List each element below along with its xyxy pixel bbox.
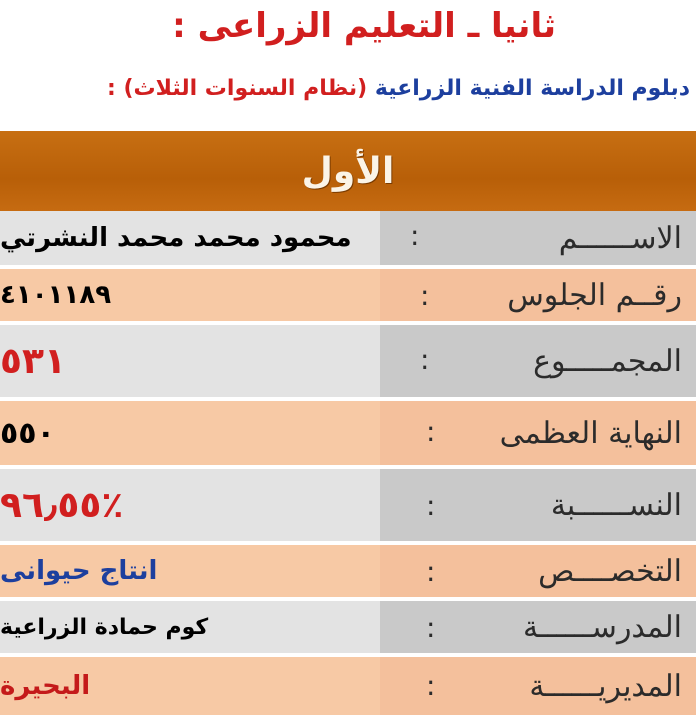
percentage-label-text: النســــــبة <box>550 487 682 523</box>
directorate-colon: : <box>426 669 436 702</box>
section-subtitle <box>107 76 690 101</box>
name-colon: : <box>410 219 420 252</box>
total-value: ٥٣١ <box>0 325 380 397</box>
row-directorate <box>0 657 696 715</box>
rank-banner <box>0 131 696 211</box>
school-label-text: المدرســــــة <box>522 609 682 645</box>
percentage-value: ٪٩٦٫٥٥ <box>0 469 380 541</box>
directorate-value: البحيرة <box>0 657 380 715</box>
student-result-table <box>0 211 696 715</box>
row-name <box>0 211 696 265</box>
subtitle-main: دبلوم الدراسة الفنية الزراعية <box>374 76 690 101</box>
row-specialization <box>0 545 696 597</box>
name-value: محمود محمد محمد النشرتي <box>0 211 380 265</box>
specialization-value: انتاج حيوانى <box>0 545 380 597</box>
row-max-score <box>0 401 696 465</box>
max-score-colon: : <box>426 415 436 448</box>
school-value: كوم حمادة الزراعية <box>0 601 380 653</box>
total-label-text: المجمـــــوع <box>533 343 682 379</box>
row-total <box>0 325 696 397</box>
school-colon: : <box>426 611 436 644</box>
max-score-label-text: النهاية العظمى <box>499 415 682 451</box>
section-title: ثانيا ـ التعليم الزراعى : <box>172 6 556 46</box>
percentage-colon: : <box>426 489 436 522</box>
name-label-text: الاســــــم <box>558 220 682 256</box>
seat-number-colon: : <box>420 279 430 312</box>
total-colon: : <box>420 343 430 376</box>
specialization-label-text: التخصــــص <box>538 553 682 589</box>
seat-number-label-text: رقــم الجلوس <box>507 277 682 313</box>
row-school <box>0 601 696 653</box>
row-seat-number <box>0 269 696 321</box>
header <box>0 0 696 128</box>
subtitle-paren: (نظام السنوات الثلاث) : <box>107 76 368 101</box>
rank-text: الأول <box>301 150 395 192</box>
directorate-label-text: المديريــــــة <box>529 668 682 704</box>
max-score-value: ٥٥٠ <box>0 401 380 465</box>
specialization-colon: : <box>426 555 436 588</box>
row-percentage <box>0 469 696 541</box>
name-label <box>380 211 696 265</box>
seat-number-value: ٤١٠١١٨٩ <box>0 269 380 321</box>
